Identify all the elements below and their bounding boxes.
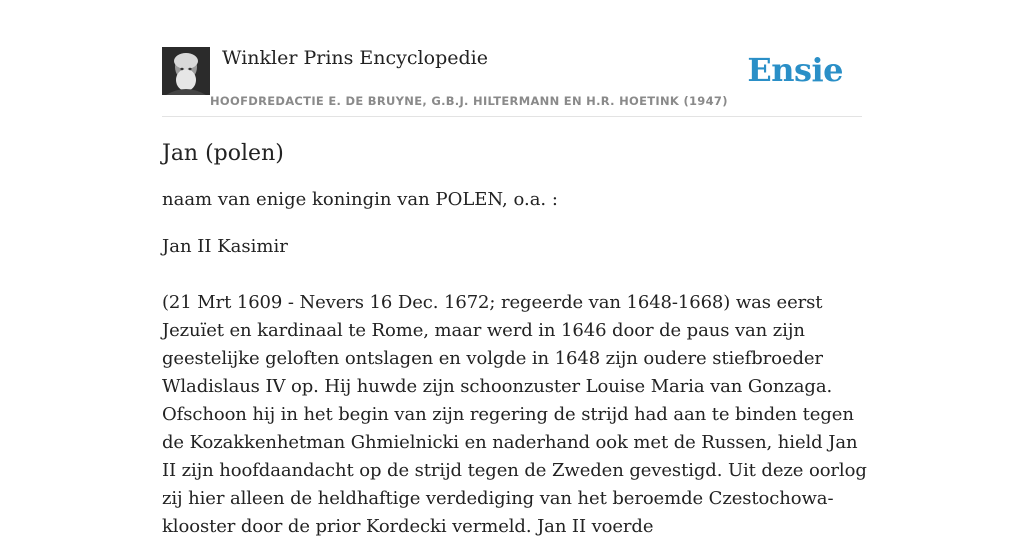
site-header (162, 40, 862, 117)
brand-logo-link[interactable]: Ensie (747, 51, 843, 89)
article-lead: naam van enige koningin van POLEN, o.a. : (162, 189, 558, 210)
article-subhead: Jan II Kasimir (162, 236, 288, 257)
site-title[interactable]: Winkler Prins Encyclopedie (222, 47, 488, 69)
portrait-avatar-icon[interactable] (162, 47, 210, 95)
article-content (162, 138, 868, 541)
article-title: Jan (polen) (162, 141, 284, 166)
article-body: (21 Mrt 1609 - Nevers 16 Dec. 1672; regeerde van 1648-1668) was eerst Jezuïet en kardinaal te Rome, maar werd in 1646 door de paus van zijn geestelijke geloften ontslagen en volgde in 1648 zijn oudere stiefbroeder Wladislaus IV op. Hij huwde zijn schoonzuster Louise Maria van Gonzaga. Ofschoon hij in het begin van zijn regering de strijd had aan te binden tegen de Kozakkenhetman Ghmielnicki en naderhand ook met de Russen, hield Jan II zijn hoofdaandacht op de strijd tegen de Zweden gevestigd. Uit deze oorlog zij hier alleen de heldhaftige verdediging van het beroemde Czestochowa-klooster door de prior Kordecki vermeld. Jan II voerde (162, 292, 867, 537)
site-subtitle: HOOFDREDACTIE E. DE BRUYNE, G.B.J. HILTERMANN EN H.R. HOETINK (1947) (210, 94, 728, 108)
